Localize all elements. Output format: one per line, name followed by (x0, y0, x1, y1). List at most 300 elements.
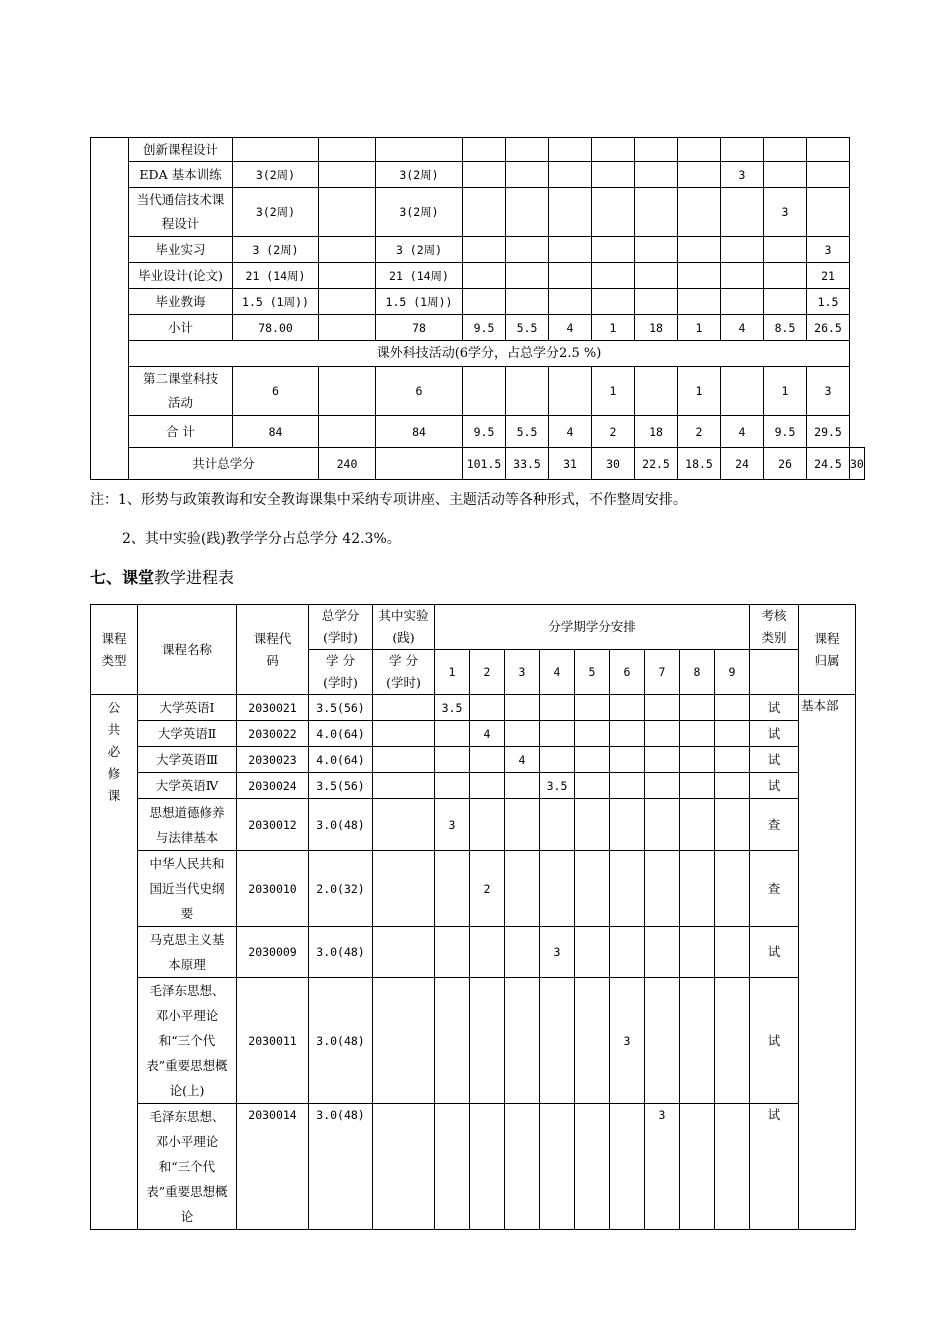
blank-cell (319, 263, 376, 289)
semester-number-cell: 7 (645, 650, 680, 695)
semester-credit-cell (540, 1104, 575, 1230)
semester-credit-cell (715, 695, 750, 721)
header-course-name: 课程名称 (138, 605, 237, 695)
course-code-cell: 2030011 (237, 978, 309, 1104)
credit-cell: 1.5 (1周)) (376, 289, 463, 315)
total-credit-cell: 3.0(48) (309, 927, 373, 978)
semester-cell: 18 (635, 416, 678, 448)
total-row (91, 448, 865, 480)
table-row (91, 341, 865, 367)
semester-credit-cell (470, 1104, 505, 1230)
semester-cell: 9.5 (463, 416, 506, 448)
total-credit-cell: 4.0(64) (309, 721, 373, 747)
semester-cell (463, 162, 506, 188)
semester-cell: 1 (678, 315, 721, 341)
course-code-cell: 2030024 (237, 773, 309, 799)
semester-cell: 1 (592, 367, 635, 416)
semester-cell: 3 (807, 367, 850, 416)
semester-credit-cell: 3 (610, 978, 645, 1104)
semester-cell (506, 188, 549, 237)
semester-cell (721, 263, 764, 289)
credit-cell: 21 (14周) (376, 263, 463, 289)
experiment-cell (373, 978, 435, 1104)
semester-credit-cell (470, 799, 505, 851)
table-row (91, 263, 865, 289)
table-row (91, 138, 865, 162)
credit-cell (376, 138, 463, 162)
semester-cell (678, 138, 721, 162)
semester-credit-cell (645, 978, 680, 1104)
header-semester-plan: 分学期学分安排 (435, 605, 750, 650)
semester-number-cell: 6 (610, 650, 645, 695)
semester-cell: 1 (764, 367, 807, 416)
blank-cell (319, 315, 376, 341)
semester-cell (592, 237, 635, 263)
table-row (91, 188, 865, 237)
semester-cell: 8.5 (764, 315, 807, 341)
semester-number-cell: 8 (680, 650, 715, 695)
semester-cell (463, 188, 506, 237)
exam-type-cell: 查 (750, 799, 799, 851)
semester-credit-cell (715, 799, 750, 851)
course-name-cell: 创新课程设计 (129, 138, 233, 162)
semester-cell: 24.5 (807, 448, 850, 480)
course-name-cell: 第二课堂科技活动 (129, 367, 233, 416)
exam-type-cell: 试 (750, 773, 799, 799)
table-row (91, 367, 865, 416)
semester-cell (592, 188, 635, 237)
semester-credit-cell (575, 927, 610, 978)
table-row (91, 315, 865, 341)
semester-credit-cell (610, 1104, 645, 1230)
semester-cell: 4 (549, 315, 592, 341)
semester-credit-cell (435, 978, 470, 1104)
semester-credit-cell (505, 1104, 540, 1230)
semester-credit-cell (715, 1104, 750, 1230)
course-name-cell: 马克思主义基本原理 (138, 927, 237, 978)
semester-credit-cell (540, 799, 575, 851)
header-credit-hours-exp: 学 分(学时) (373, 650, 435, 695)
semester-credit-cell (715, 927, 750, 978)
course-name-cell: 大学英语Ⅳ (138, 773, 237, 799)
semester-credit-cell (680, 773, 715, 799)
course-name-cell: 毕业教诲 (129, 289, 233, 315)
blank-cell (319, 162, 376, 188)
semester-cell (764, 263, 807, 289)
semester-cell: 5.5 (506, 315, 549, 341)
semester-cell (463, 138, 506, 162)
semester-credit-cell (715, 721, 750, 747)
total-credit-cell: 3.0(48) (309, 799, 373, 851)
semester-cell (463, 263, 506, 289)
semester-cell: 26 (764, 448, 807, 480)
semester-cell (635, 367, 678, 416)
semester-credit-cell (680, 927, 715, 978)
exam-type-cell: 试 (750, 978, 799, 1104)
semester-cell (549, 367, 592, 416)
note-2: 2、其中实验(践)教学学分占总学分 42.3%。 (122, 531, 401, 547)
credit-summary-table (90, 137, 865, 480)
course-code-cell: 2030014 (237, 1104, 309, 1230)
header-row-1 (91, 605, 856, 650)
semester-cell (549, 162, 592, 188)
semester-credit-cell (715, 773, 750, 799)
credit-cell: 6 (233, 367, 319, 416)
credit-cell: 84 (233, 416, 319, 448)
course-name-cell: 毛泽东思想、邓小平理论和“三个代表”重要思想概论(上) (138, 978, 237, 1104)
semester-credit-cell (715, 978, 750, 1104)
semester-credit-cell (435, 721, 470, 747)
semester-cell: 30 (850, 448, 865, 480)
semester-credit-cell (610, 927, 645, 978)
course-code-cell: 2030022 (237, 721, 309, 747)
semester-cell (506, 138, 549, 162)
semester-cell (592, 162, 635, 188)
semester-cell (721, 237, 764, 263)
blank-cell (319, 138, 376, 162)
course-category-cell: 公共必修课 (91, 695, 138, 1230)
semester-cell (678, 237, 721, 263)
semester-credit-cell (715, 747, 750, 773)
credit-cell: 3(2周) (233, 162, 319, 188)
semester-credit-cell (435, 1104, 470, 1230)
semester-credit-cell (575, 721, 610, 747)
experiment-cell (373, 851, 435, 927)
semester-number-cell: 2 (470, 650, 505, 695)
exam-type-cell: 试 (750, 927, 799, 978)
semester-cell (807, 188, 850, 237)
exam-type-cell: 试 (750, 1104, 799, 1230)
credit-cell: 3(2周) (233, 188, 319, 237)
semester-cell: 9.5 (764, 416, 807, 448)
blank-cell (319, 367, 376, 416)
exam-type-cell: 试 (750, 695, 799, 721)
semester-credit-cell (505, 978, 540, 1104)
semester-credit-cell (610, 773, 645, 799)
course-name-cell: 大学英语Ⅱ (138, 721, 237, 747)
semester-credit-cell (575, 799, 610, 851)
section-heading (90, 567, 234, 589)
semester-cell (678, 289, 721, 315)
blank-cell (319, 188, 376, 237)
semester-credit-cell (645, 927, 680, 978)
credit-cell: 240 (319, 448, 376, 480)
semester-credit-cell (505, 721, 540, 747)
experiment-cell (373, 747, 435, 773)
semester-credit-cell: 3 (435, 799, 470, 851)
semester-credit-cell (645, 721, 680, 747)
course-row (91, 721, 856, 747)
credit-cell (233, 138, 319, 162)
header-total-credits: 总学分(学时) (309, 605, 373, 650)
semester-cell (721, 367, 764, 416)
semester-credit-cell (540, 851, 575, 927)
note-1: 注：1、形势与政策教诲和安全教诲课集中采纳专项讲座、主题活动等各种形式，不作整周安排。 (90, 492, 687, 508)
semester-credit-cell (435, 747, 470, 773)
semester-cell (549, 138, 592, 162)
experiment-cell (373, 927, 435, 978)
semester-cell (506, 367, 549, 416)
semester-credit-cell (680, 1104, 715, 1230)
course-code-cell: 2030023 (237, 747, 309, 773)
semester-credit-cell (645, 799, 680, 851)
semester-credit-cell (470, 695, 505, 721)
course-code-cell: 2030012 (237, 799, 309, 851)
semester-credit-cell (470, 978, 505, 1104)
total-label-cell: 共计总学分 (129, 448, 319, 480)
semester-credit-cell (470, 747, 505, 773)
semester-cell: 22.5 (635, 448, 678, 480)
semester-credit-cell (435, 773, 470, 799)
semester-cell: 1 (592, 315, 635, 341)
semester-cell (721, 138, 764, 162)
course-row (91, 978, 856, 1104)
semester-cell: 5.5 (506, 416, 549, 448)
semester-cell (592, 138, 635, 162)
total-credit-cell: 3.0(48) (309, 978, 373, 1104)
semester-cell (463, 237, 506, 263)
course-name-cell: 毕业设计(论文) (129, 263, 233, 289)
semester-cell (807, 162, 850, 188)
semester-cell: 18 (635, 315, 678, 341)
semester-cell (678, 162, 721, 188)
semester-cell (549, 237, 592, 263)
semester-credit-cell (610, 799, 645, 851)
experiment-cell (373, 695, 435, 721)
semester-cell: 2 (678, 416, 721, 448)
group-cell (91, 138, 129, 480)
semester-cell (592, 289, 635, 315)
semester-credit-cell (505, 773, 540, 799)
semester-cell (635, 263, 678, 289)
course-row (91, 773, 856, 799)
course-name-cell: EDA 基本训练 (129, 162, 233, 188)
semester-cell (764, 138, 807, 162)
header-experiment: 其中实验(践) (373, 605, 435, 650)
semester-cell (807, 138, 850, 162)
credit-cell: 101.5 (463, 448, 506, 480)
credit-cell: 3(2周) (376, 162, 463, 188)
course-name-cell: 当代通信技术课程设计 (129, 188, 233, 237)
semester-cell (592, 263, 635, 289)
semester-cell (549, 263, 592, 289)
semester-cell: 4 (721, 416, 764, 448)
exam-blank-cell (750, 650, 799, 695)
semester-cell: 3 (764, 188, 807, 237)
semester-credit-cell (575, 773, 610, 799)
blank-cell (319, 416, 376, 448)
semester-cell (721, 289, 764, 315)
course-row (91, 695, 856, 721)
course-owner-cell: 基本部 (799, 695, 856, 1230)
semester-cell (635, 162, 678, 188)
course-name-cell: 毛泽东思想、邓小平理论和“三个代表”重要思想概论 (138, 1104, 237, 1230)
credit-cell: 6 (376, 367, 463, 416)
course-name-cell: 合 计 (129, 416, 233, 448)
semester-credit-cell (610, 695, 645, 721)
semester-cell (678, 188, 721, 237)
credit-cell: 3 (2周) (376, 237, 463, 263)
section-heading-bold: 七、课堂 (90, 568, 155, 587)
semester-cell: 1 (678, 367, 721, 416)
semester-credit-cell (645, 851, 680, 927)
table-row (91, 162, 865, 188)
header-credit-hours: 学 分(学时) (309, 650, 373, 695)
exam-type-cell: 查 (750, 851, 799, 927)
course-code-cell: 2030021 (237, 695, 309, 721)
table-row (91, 289, 865, 315)
semester-number-cell: 4 (540, 650, 575, 695)
semester-credit-cell (645, 695, 680, 721)
semester-cell (635, 237, 678, 263)
semester-credit-cell (540, 721, 575, 747)
course-name-cell: 大学英语Ⅰ (138, 695, 237, 721)
semester-credit-cell (680, 978, 715, 1104)
total-credit-cell: 3.5(56) (309, 773, 373, 799)
course-schedule-table (90, 604, 856, 1230)
credit-cell: 78 (376, 315, 463, 341)
semester-credit-cell (680, 799, 715, 851)
semester-cell (463, 289, 506, 315)
semester-cell: 18.5 (678, 448, 721, 480)
semester-cell (463, 367, 506, 416)
course-row (91, 851, 856, 927)
semester-cell (764, 162, 807, 188)
credit-cell: 21 (14周) (233, 263, 319, 289)
semester-credit-cell (575, 747, 610, 773)
semester-credit-cell (575, 851, 610, 927)
semester-cell: 24 (721, 448, 764, 480)
semester-cell: 21 (807, 263, 850, 289)
experiment-cell (373, 799, 435, 851)
credit-cell: 3 (2周) (233, 237, 319, 263)
semester-credit-cell (645, 773, 680, 799)
semester-cell (506, 263, 549, 289)
credit-cell: 78.00 (233, 315, 319, 341)
semester-number-cell: 1 (435, 650, 470, 695)
blank-cell (376, 448, 463, 480)
blank-cell (319, 289, 376, 315)
semester-credit-cell (715, 851, 750, 927)
semester-credit-cell: 4 (470, 721, 505, 747)
semester-cell (506, 237, 549, 263)
semester-credit-cell (575, 978, 610, 1104)
semester-number-cell: 3 (505, 650, 540, 695)
course-name-cell: 小计 (129, 315, 233, 341)
table-row (91, 416, 865, 448)
semester-number-cell: 9 (715, 650, 750, 695)
semester-credit-cell (540, 695, 575, 721)
course-row (91, 799, 856, 851)
semester-cell: 4 (549, 416, 592, 448)
semester-credit-cell (435, 851, 470, 927)
semester-credit-cell: 4 (505, 747, 540, 773)
semester-cell (721, 188, 764, 237)
semester-cell (635, 138, 678, 162)
semester-credit-cell (470, 773, 505, 799)
semester-cell (549, 289, 592, 315)
course-code-cell: 2030009 (237, 927, 309, 978)
semester-cell: 3 (807, 237, 850, 263)
table-row (91, 237, 865, 263)
semester-cell: 1.5 (807, 289, 850, 315)
semester-credit-cell (680, 721, 715, 747)
total-credit-cell: 4.0(64) (309, 747, 373, 773)
total-credit-cell: 3.0(48) (309, 1104, 373, 1230)
semester-credit-cell (680, 747, 715, 773)
header-owner: 课程归属 (799, 605, 856, 695)
header-exam-type: 考核类别 (750, 605, 799, 650)
course-row (91, 747, 856, 773)
semester-cell: 9.5 (463, 315, 506, 341)
semester-credit-cell (575, 1104, 610, 1230)
semester-credit-cell (435, 927, 470, 978)
semester-credit-cell (505, 851, 540, 927)
semester-credit-cell (645, 747, 680, 773)
semester-credit-cell (575, 695, 610, 721)
experiment-cell (373, 721, 435, 747)
experiment-cell (373, 773, 435, 799)
semester-cell: 31 (549, 448, 592, 480)
extracurricular-cell: 课外科技活动(6学分，占总学分2.5 %) (129, 341, 850, 367)
semester-cell (678, 263, 721, 289)
semester-credit-cell (610, 851, 645, 927)
semester-cell: 30 (592, 448, 635, 480)
semester-cell: 2 (592, 416, 635, 448)
semester-credit-cell (680, 851, 715, 927)
blank-cell (319, 237, 376, 263)
section-heading-text: 教学进程表 (154, 568, 235, 587)
course-row (91, 927, 856, 978)
semester-cell (506, 289, 549, 315)
semester-credit-cell (680, 695, 715, 721)
semester-credit-cell (505, 927, 540, 978)
header-course-type: 课程类型 (91, 605, 138, 695)
semester-credit-cell: 2 (470, 851, 505, 927)
semester-cell (549, 188, 592, 237)
course-code-cell: 2030010 (237, 851, 309, 927)
semester-cell (635, 188, 678, 237)
semester-credit-cell: 3 (540, 927, 575, 978)
semester-cell (764, 237, 807, 263)
experiment-cell (373, 1104, 435, 1230)
semester-cell: 26.5 (807, 315, 850, 341)
semester-credit-cell (540, 978, 575, 1104)
semester-credit-cell: 3.5 (435, 695, 470, 721)
semester-credit-cell (610, 721, 645, 747)
semester-credit-cell (470, 927, 505, 978)
credit-cell: 84 (376, 416, 463, 448)
course-name-cell: 毕业实习 (129, 237, 233, 263)
course-name-cell: 大学英语Ⅲ (138, 747, 237, 773)
exam-type-cell: 试 (750, 747, 799, 773)
course-row (91, 1104, 856, 1230)
semester-cell: 4 (721, 315, 764, 341)
exam-type-cell: 试 (750, 721, 799, 747)
semester-number-cell: 5 (575, 650, 610, 695)
semester-credit-cell: 3 (645, 1104, 680, 1230)
semester-credit-cell (540, 747, 575, 773)
semester-cell (635, 289, 678, 315)
course-name-cell: 中华人民共和国近当代史纲要 (138, 851, 237, 927)
semester-credit-cell (505, 799, 540, 851)
credit-cell: 1.5 (1周)) (233, 289, 319, 315)
semester-credit-cell (505, 695, 540, 721)
semester-credit-cell: 3.5 (540, 773, 575, 799)
total-credit-cell: 2.0(32) (309, 851, 373, 927)
course-name-cell: 思想道德修养与法律基本 (138, 799, 237, 851)
semester-cell (506, 162, 549, 188)
